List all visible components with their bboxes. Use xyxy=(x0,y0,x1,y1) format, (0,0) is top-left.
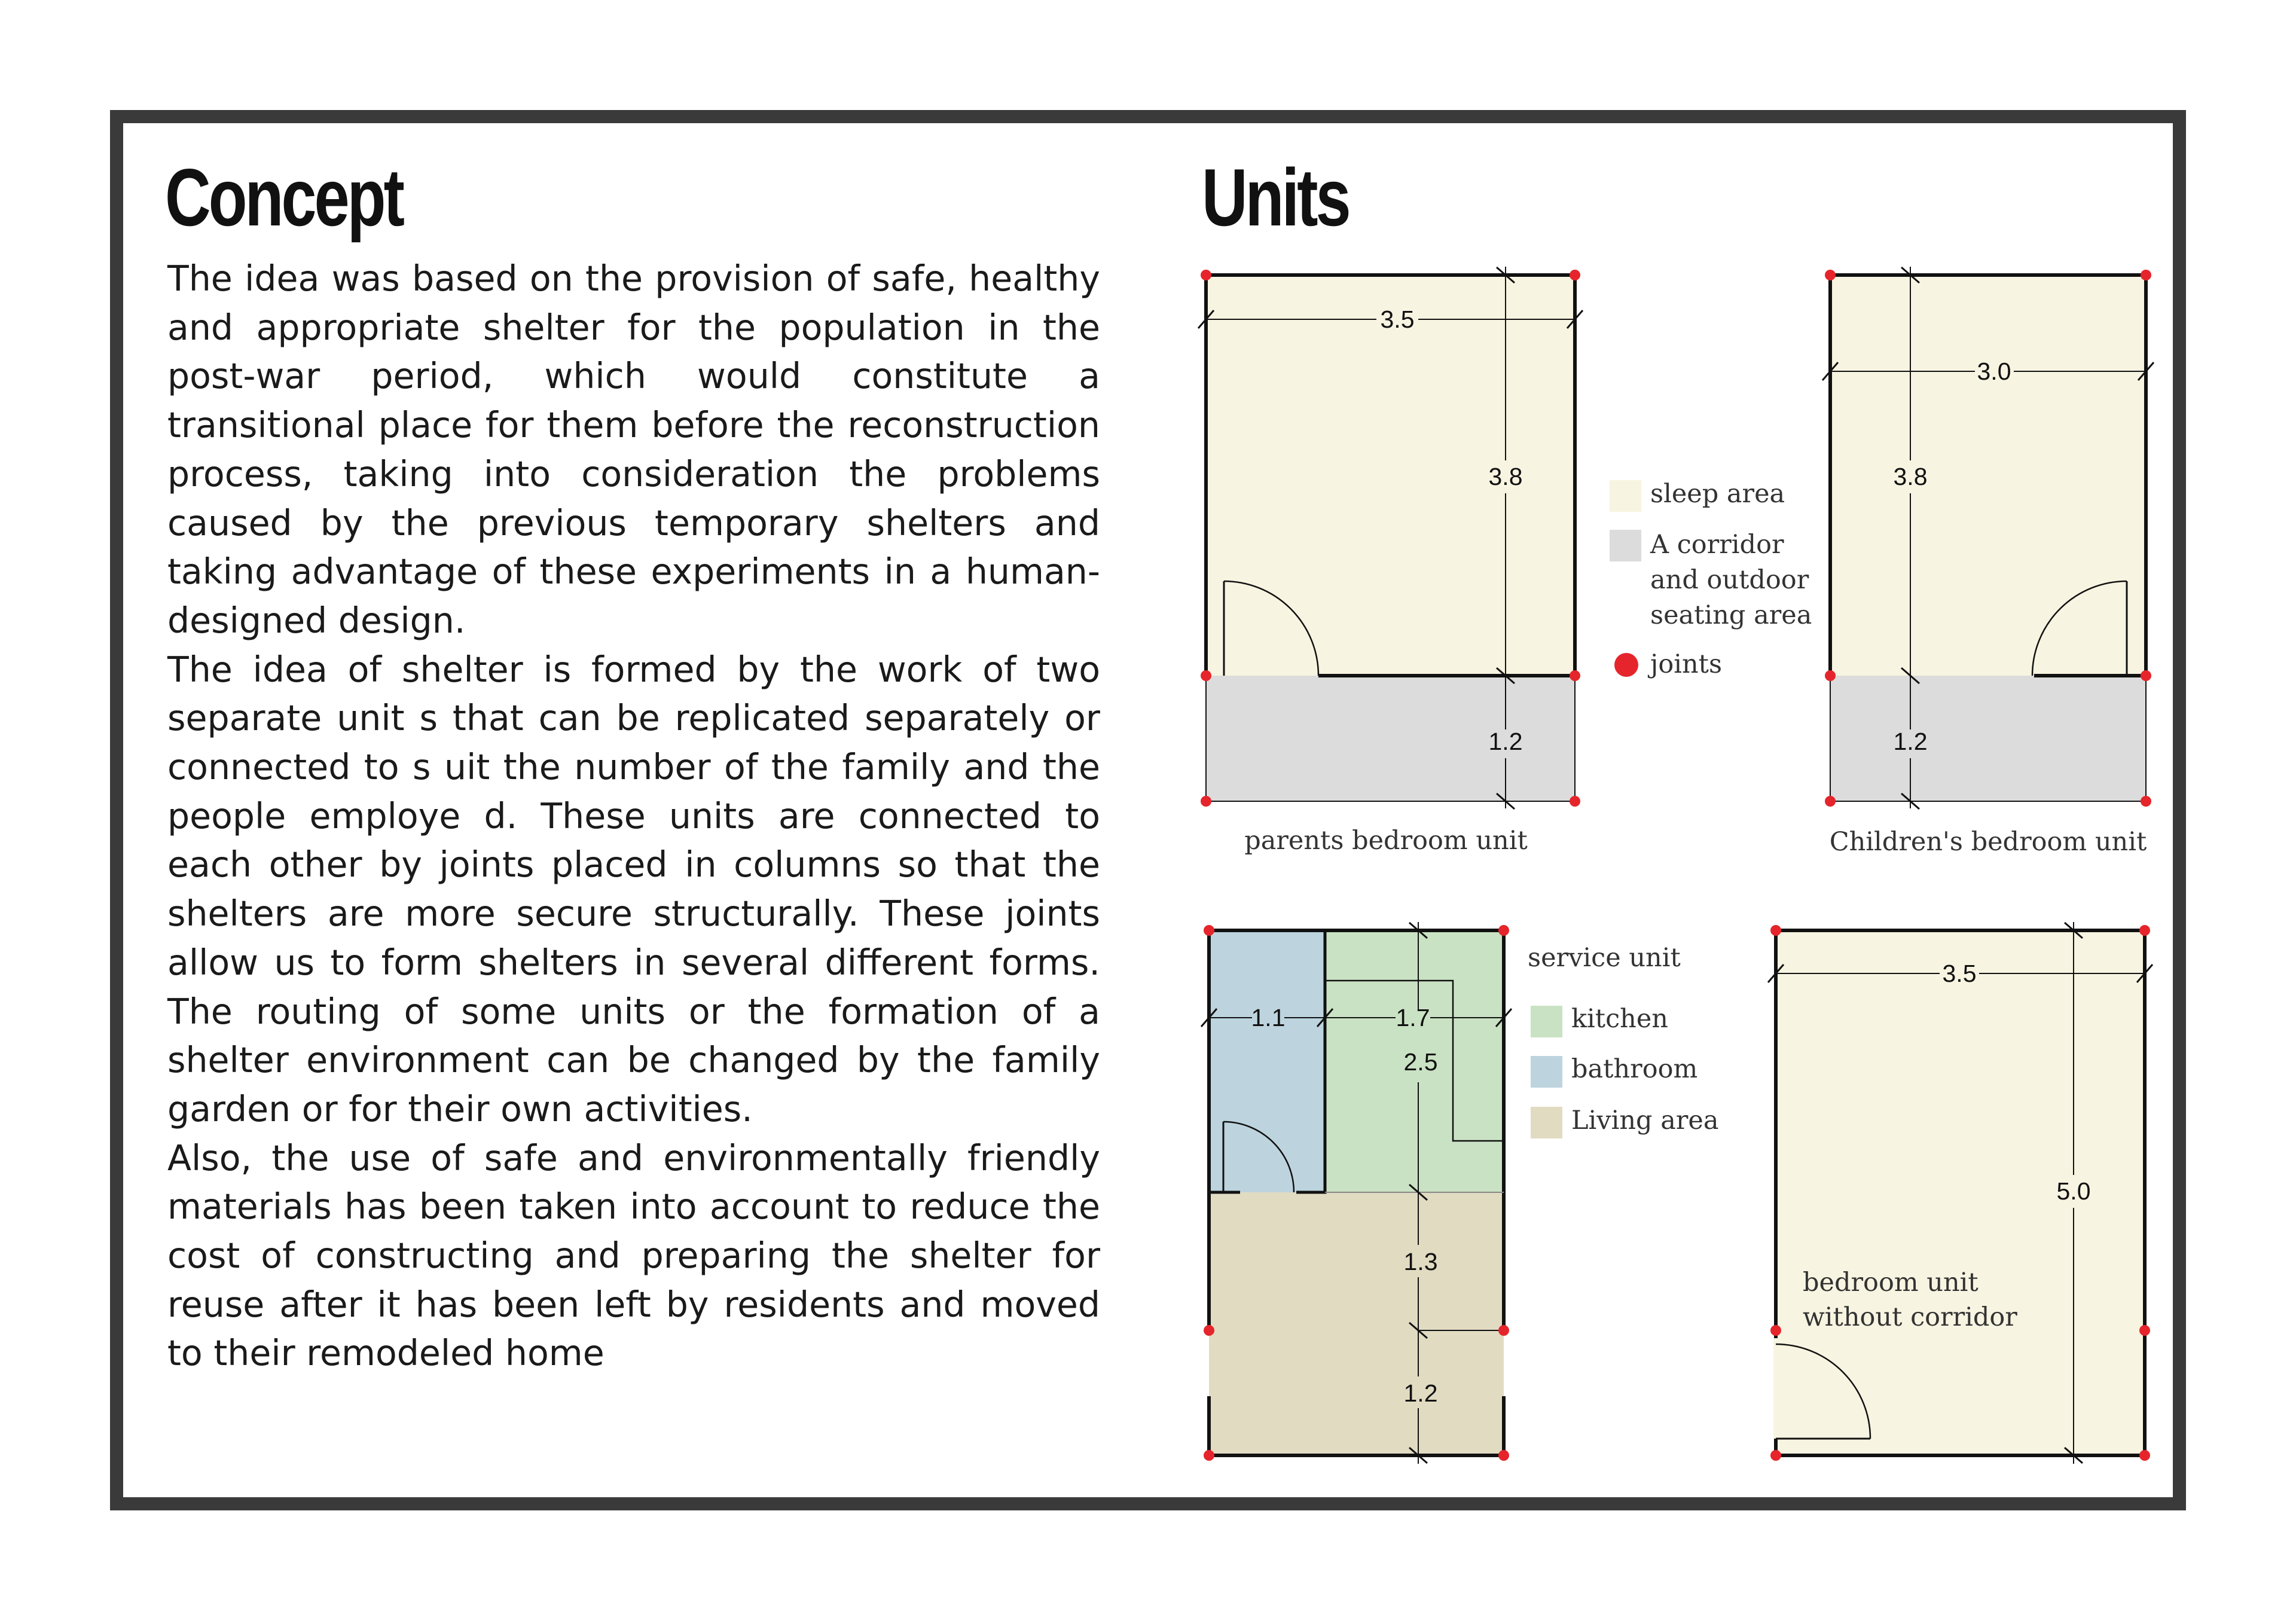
children-sleep-depth-label: 3.8 xyxy=(1893,463,1928,490)
service-legend-title: service unit xyxy=(1528,943,1681,973)
joint xyxy=(2139,1325,2150,1336)
no-corridor-caption: without corridor xyxy=(1803,1302,2017,1332)
joint xyxy=(1498,1325,1509,1336)
children-caption: Children's bedroom unit xyxy=(1829,827,2147,857)
joint xyxy=(1201,670,1211,681)
joint xyxy=(1204,925,1214,936)
children-width-label: 3.0 xyxy=(1977,358,2011,385)
legend-service xyxy=(1528,943,1719,1138)
bedroom-no-corridor-unit xyxy=(1768,922,2152,1464)
legend-kitchen-label: kitchen xyxy=(1571,1004,1669,1034)
legend-corridor-label: seating area xyxy=(1650,600,1812,630)
kitchen-width-label: 1.7 xyxy=(1396,1004,1430,1031)
joint xyxy=(1201,270,1211,280)
joint xyxy=(1570,796,1580,807)
parents-corridor-depth-label: 1.2 xyxy=(1488,728,1523,755)
legend-joints-label: joints xyxy=(1650,649,1723,679)
joint-swatch xyxy=(1614,653,1638,677)
living-swatch xyxy=(1531,1107,1562,1138)
legend-corridor-label: A corridor xyxy=(1650,530,1784,560)
bathroom-area xyxy=(1209,930,1325,1192)
parents-caption: parents bedroom unit xyxy=(1244,826,1528,856)
children-corridor-depth-label: 1.2 xyxy=(1893,728,1928,755)
joint xyxy=(1498,925,1509,936)
bath-width-label: 1.1 xyxy=(1251,1004,1286,1031)
children-bedroom-unit xyxy=(1822,267,2154,857)
joint xyxy=(1770,1450,1781,1461)
joint xyxy=(2139,925,2150,936)
bathroom-swatch xyxy=(1531,1056,1562,1088)
no-corridor-caption: bedroom unit xyxy=(1803,1268,1979,1298)
parents-sleep-depth-label: 3.8 xyxy=(1488,463,1523,490)
children-sleep-area xyxy=(1830,275,2146,676)
joint xyxy=(1770,925,1781,936)
joint xyxy=(1204,1325,1214,1336)
joint xyxy=(1204,1450,1214,1461)
joint xyxy=(2141,670,2151,681)
legend-corridor-label: and outdoor xyxy=(1650,565,1809,595)
legend-sleep-label: sleep area xyxy=(1650,479,1785,509)
parents-width-label: 3.5 xyxy=(1380,306,1415,333)
living-depth-label: 1.3 xyxy=(1403,1248,1438,1275)
corridor-swatch xyxy=(1610,530,1641,561)
joint xyxy=(1825,796,1836,807)
living-area xyxy=(1209,1192,1504,1455)
joint xyxy=(1498,1450,1509,1461)
joint xyxy=(2141,270,2151,280)
joint xyxy=(1570,670,1580,681)
joint xyxy=(2139,1450,2150,1461)
joint xyxy=(1570,270,1580,280)
legend-top xyxy=(1610,479,1812,679)
sleep-swatch xyxy=(1610,480,1641,512)
concept-paragraph: The idea of shelter is formed by the work of two separate unit s that can be replicated separately or connected to s uit the number of the family and the people employe d. These units are connected to each other by joints placed in columns so that the shelters are more secure structurally. These joints allow us to form shelters in several different forms. The routing of some units or the formation of a shelter environment can be changed by the family garden or for their own activities. xyxy=(167,649,1100,1130)
legend-living-label: Living area xyxy=(1571,1106,1719,1135)
units-title: Units xyxy=(1202,152,1349,243)
no-corridor-width-label: 3.5 xyxy=(1942,960,1977,987)
concept-paragraph: The idea was based on the provision of safe, healthy and appropriate shelter for the population in the post-war period, which would constitute a transitional place for them before the reconstruction process, taking into consideration the problems caused by the previous temporary shelters and taking advantage of these experiments in a human-designed design. xyxy=(167,258,1100,641)
joint xyxy=(1770,1325,1781,1336)
no-corridor-depth-label: 5.0 xyxy=(2056,1177,2091,1205)
kitchen-swatch xyxy=(1531,1006,1562,1037)
parents-bedroom-unit xyxy=(1198,267,1583,856)
concept-title: Concept xyxy=(165,152,403,243)
joint xyxy=(1825,670,1836,681)
service-corridor-depth-label: 1.2 xyxy=(1403,1379,1438,1407)
legend-bathroom-label: bathroom xyxy=(1571,1054,1698,1084)
service-unit xyxy=(1201,922,1512,1464)
joint xyxy=(1201,796,1211,807)
concept-paragraph: Also, the use of safe and environmentally friendly materials has been taken into account to reduce the cost of constructing and preparing the shelter for reuse after it has been left by residents and moved to their remodeled home xyxy=(167,1137,1100,1374)
joint xyxy=(1825,270,1836,280)
kitchen-depth-label: 2.5 xyxy=(1403,1048,1438,1076)
joint xyxy=(2141,796,2151,807)
children-corridor-area xyxy=(1830,676,2146,801)
